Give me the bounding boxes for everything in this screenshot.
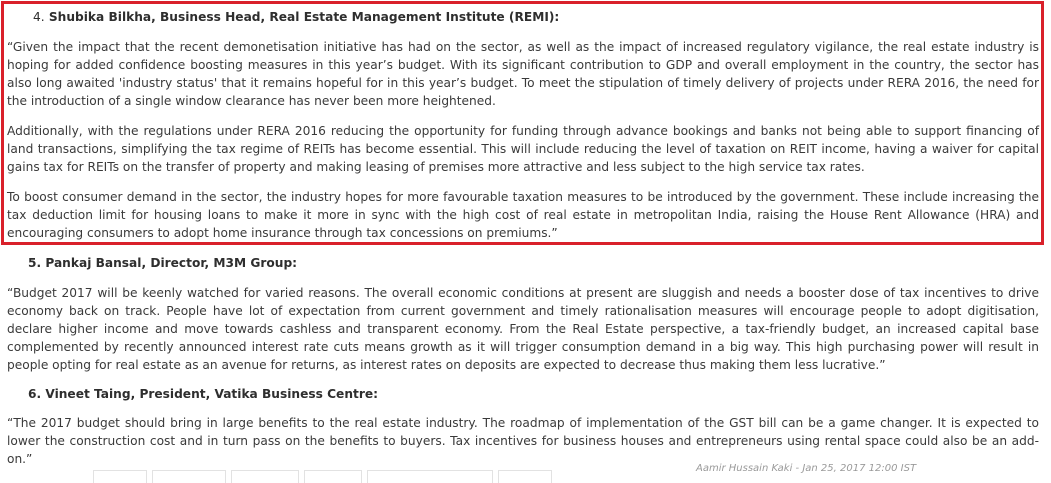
section-5-paragraph: “Budget 2017 will be keenly watched for varied reasons. The overall economic conditions at present are sluggish and needs a booster dose of tax incentives to drive economy back on track. People have lot of expectation from current government and timely rationalisation measures will encourage people to adopt digitisation, declare higher income and move towards cashless and transparent economy. From the Real Estate perspective, a tax-friendly budget, an increased capital base complemented by recently announced interest rate cuts means growth as it will trigger consumption demand in a big way. This high purchasing power will result in people opting for real estate as an avenue for returns, as interest rates on deposits are expected to decrease thus making them less lucrative.” <box>7 286 1039 372</box>
section-4-number: 4. <box>33 10 45 24</box>
section-4-paragraph-3: To boost consumer demand in the sector, the industry hopes for more favourable taxation measures to be introduced by the government. These include increasing the tax deduction limit for housing loans to make it more in sync with the high cost of real estate in metropolitan India, raising the House Rent Allowance (HRA) and encouraging consumers to adopt home insurance through tax concessions on premiums.” <box>7 190 1039 240</box>
section-5-heading: 5. Pankaj Bansal, Director, M3M Group: <box>28 256 298 270</box>
section-6-heading: 6. Vineet Taing, President, Vatika Business Centre: <box>28 387 378 401</box>
section-4-title: Shubika Bilkha, Business Head, Real Estate Management Institute (REMI): <box>48 10 560 24</box>
section-4-heading <box>33 8 559 26</box>
section-6-paragraph: “The 2017 budget should bring in large benefits to the real estate industry. The roadmap of implementation of the GST bill can be a game changer. It is expected to lower the construction cost and in turn pass on the benefits to buyers. Tax incentives for business houses and entrepreneurs using rental space could also be an add-on.” <box>7 416 1039 466</box>
section-4-paragraph-1: “Given the impact that the recent demonetisation initiative has had on the sector, as well as the impact of increased regulatory vigilance, the real estate industry is hoping for added confidence boosting measures in this year’s budget. With its significant contribution to GDP and overall employment in the country, the sector has also long awaited 'industry status' that it remains hopeful for in this year’s budget. To meet the stipulation of timely delivery of projects under RERA 2016, the need for the introduction of a single window clearance has never been more heightened. <box>7 40 1039 108</box>
article-byline: Aamir Hussain Kaki - Jan 25, 2017 12:00 IST <box>696 463 917 474</box>
section-4-paragraph-2: Additionally, with the regulations under RERA 2016 reducing the opportunity for funding through advance bookings and banks not being able to support financing of land transactions, simplifying the tax regime of REITs has become essential. This will include reducing the level of taxation on REIT income, having a waiver for capital gains tax for REITs on the transfer of property and making leasing of premises more attractive and less subject to the high service tax rates. <box>7 124 1039 174</box>
